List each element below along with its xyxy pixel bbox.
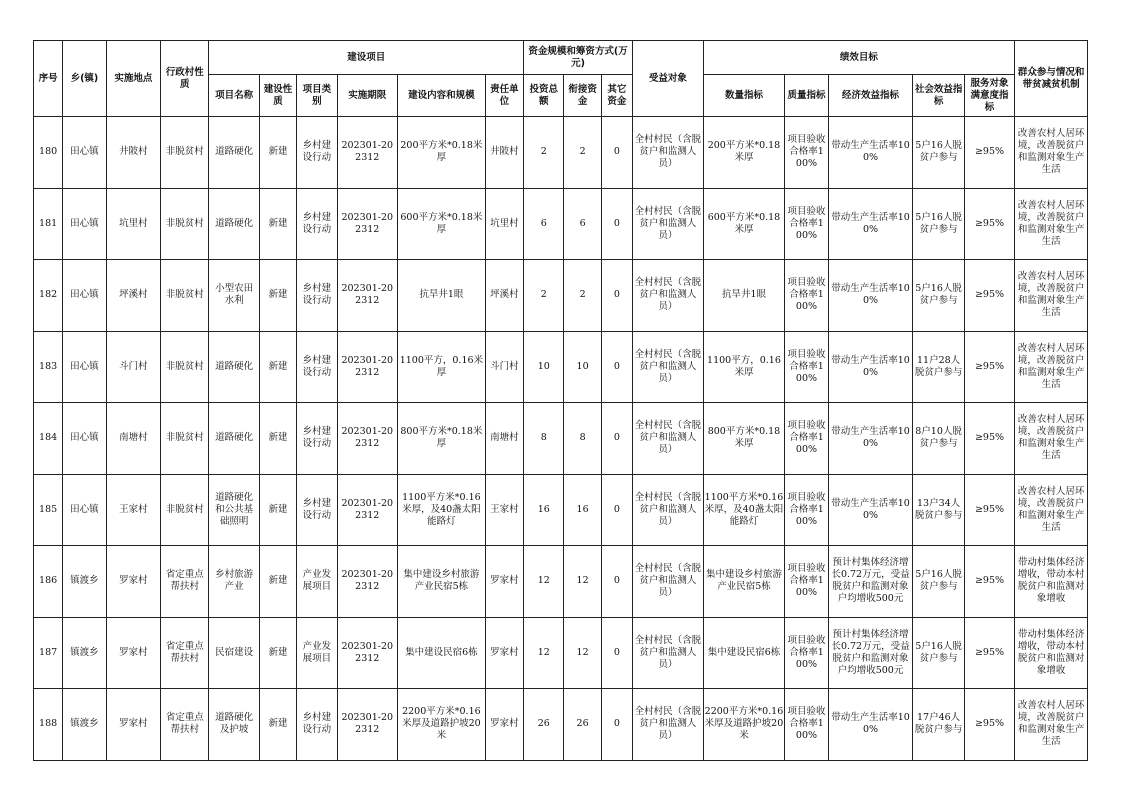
- cell-economic: 带动生产生活率100%: [828, 117, 913, 189]
- cell-quality: 项目验收合格率100%: [785, 188, 828, 260]
- cell-town: 田心镇: [63, 117, 106, 189]
- cell-beneficiary: 全村村民（含脱贫户和监测人员）: [633, 403, 704, 475]
- cell-nature: 新建: [259, 617, 296, 689]
- col-town: 乡(镇): [63, 41, 106, 117]
- cell-index: 183: [34, 331, 63, 403]
- cell-village-type: 省定重点帮扶村: [161, 689, 209, 761]
- cell-nature: 新建: [259, 689, 296, 761]
- cell-quality: 项目验收合格率100%: [785, 331, 828, 403]
- cell-quantity: 2200平方米*0.16米厚及道路护坡20米: [703, 689, 785, 761]
- cell-project-name: 乡村旅游产业: [209, 546, 259, 618]
- cell-category: 产业发展项目: [297, 617, 337, 689]
- cell-index: 187: [34, 617, 63, 689]
- table-row: [34, 403, 1088, 475]
- cell-location: 坪溪村: [106, 260, 160, 332]
- cell-beneficiary: 全村村民（含脱贫户和监测人员）: [633, 331, 704, 403]
- cell-content: 200平方米*0.18米厚: [398, 117, 486, 189]
- cell-index: 185: [34, 474, 63, 546]
- cell-satisfaction: ≥95%: [964, 403, 1014, 475]
- col-location: 实施地点: [106, 41, 160, 117]
- cell-index: 188: [34, 689, 63, 761]
- cell-other: 0: [601, 188, 632, 260]
- cell-total: 10: [524, 331, 564, 403]
- cell-responsible: 罗家村: [485, 689, 523, 761]
- cell-mechanism: 改善农村人居环境，改善脱贫户和监测对象生产生活: [1015, 331, 1088, 403]
- cell-responsible: 坪溪村: [485, 260, 523, 332]
- cell-project-name: 道路硬化及护坡: [209, 689, 259, 761]
- cell-social: 13户34人脱贫户参与: [913, 474, 964, 546]
- cell-other: 0: [601, 474, 632, 546]
- cell-quality: 项目验收合格率100%: [785, 474, 828, 546]
- cell-mechanism: 改善农村人居环境，改善脱贫户和监测对象生产生活: [1015, 188, 1088, 260]
- cell-economic: 带动生产生活率100%: [828, 188, 913, 260]
- cell-responsible: 井陂村: [485, 117, 523, 189]
- cell-other: 0: [601, 689, 632, 761]
- cell-location: 坑里村: [106, 188, 160, 260]
- cell-category: 产业发展项目: [297, 546, 337, 618]
- cell-social: 8户10人脱贫户参与: [913, 403, 964, 475]
- cell-quantity: 抗旱井1眼: [703, 260, 785, 332]
- col-period: 实施期限: [337, 75, 398, 117]
- cell-index: 181: [34, 188, 63, 260]
- cell-satisfaction: ≥95%: [964, 689, 1014, 761]
- cell-social: 17户46人脱贫户参与: [913, 689, 964, 761]
- cell-nature: 新建: [259, 260, 296, 332]
- cell-village-type: 非脱贫村: [161, 474, 209, 546]
- col-social: 社会效益指标: [913, 75, 964, 117]
- cell-nature: 新建: [259, 546, 296, 618]
- cell-quality: 项目验收合格率100%: [785, 689, 828, 761]
- cell-village-type: 省定重点帮扶村: [161, 617, 209, 689]
- cell-period: 202301-202312: [337, 117, 398, 189]
- cell-index: 182: [34, 260, 63, 332]
- project-table: [33, 40, 1088, 761]
- cell-project-name: 道路硬化: [209, 117, 259, 189]
- cell-responsible: 斗门村: [485, 331, 523, 403]
- cell-period: 202301-202312: [337, 403, 398, 475]
- cell-mechanism: 改善农村人居环境，改善脱贫户和监测对象生产生活: [1015, 403, 1088, 475]
- cell-mechanism: 改善农村人居环境，改善脱贫户和监测对象生产生活: [1015, 117, 1088, 189]
- cell-period: 202301-202312: [337, 546, 398, 618]
- cell-location: 罗家村: [106, 617, 160, 689]
- cell-town: 田心镇: [63, 474, 106, 546]
- cell-period: 202301-202312: [337, 260, 398, 332]
- cell-village-type: 非脱贫村: [161, 331, 209, 403]
- cell-economic: 预计村集体经济增长0.72万元，受益脱贫户和监测对象户均增收500元: [828, 617, 913, 689]
- cell-responsible: 南塘村: [485, 403, 523, 475]
- cell-nature: 新建: [259, 331, 296, 403]
- header-row-1: [34, 41, 1088, 75]
- cell-project-name: 民宿建设: [209, 617, 259, 689]
- cell-economic: 带动生产生活率100%: [828, 260, 913, 332]
- cell-beneficiary: 全村村民（含脱贫户和监测人员）: [633, 689, 704, 761]
- col-nature: 建设性质: [259, 75, 296, 117]
- cell-beneficiary: 全村村民（含脱贫户和监测人员）: [633, 617, 704, 689]
- cell-satisfaction: ≥95%: [964, 474, 1014, 546]
- cell-period: 202301-202312: [337, 474, 398, 546]
- table-row: [34, 188, 1088, 260]
- table-row: [34, 117, 1088, 189]
- cell-total: 26: [524, 689, 564, 761]
- cell-responsible: 坑里村: [485, 188, 523, 260]
- cell-village-type: 非脱贫村: [161, 403, 209, 475]
- cell-nature: 新建: [259, 117, 296, 189]
- cell-beneficiary: 全村村民（含脱贫户和监测人员）: [633, 474, 704, 546]
- cell-project-name: 道路硬化: [209, 188, 259, 260]
- col-linked-funds: 衔接资金: [564, 75, 601, 117]
- cell-location: 斗门村: [106, 331, 160, 403]
- cell-quantity: 集中建设民宿6栋: [703, 617, 785, 689]
- cell-social: 5户16人脱贫户参与: [913, 188, 964, 260]
- cell-town: 镇渡乡: [63, 689, 106, 761]
- cell-economic: 带动生产生活率100%: [828, 403, 913, 475]
- col-village-type: 行政村性质: [161, 41, 209, 117]
- cell-village-type: 非脱贫村: [161, 117, 209, 189]
- cell-linked: 8: [564, 403, 601, 475]
- cell-town: 田心镇: [63, 331, 106, 403]
- cell-category: 乡村建设行动: [297, 117, 337, 189]
- cell-total: 2: [524, 260, 564, 332]
- cell-other: 0: [601, 546, 632, 618]
- cell-location: 王家村: [106, 474, 160, 546]
- table-row: [34, 546, 1088, 618]
- cell-location: 罗家村: [106, 689, 160, 761]
- cell-town: 田心镇: [63, 260, 106, 332]
- cell-quantity: 200平方米*0.18米厚: [703, 117, 785, 189]
- cell-satisfaction: ≥95%: [964, 117, 1014, 189]
- cell-content: 集中建设乡村旅游产业民宿5栋: [398, 546, 486, 618]
- cell-beneficiary: 全村村民（含脱贫户和监测人员）: [633, 546, 704, 618]
- cell-project-name: 道路硬化: [209, 403, 259, 475]
- cell-period: 202301-202312: [337, 331, 398, 403]
- cell-social: 11户28人脱贫户参与: [913, 331, 964, 403]
- cell-location: 井陂村: [106, 117, 160, 189]
- cell-village-type: 非脱贫村: [161, 260, 209, 332]
- cell-index: 184: [34, 403, 63, 475]
- cell-quality: 项目验收合格率100%: [785, 617, 828, 689]
- cell-social: 5户16人脱贫户参与: [913, 260, 964, 332]
- cell-category: 乡村建设行动: [297, 689, 337, 761]
- cell-category: 乡村建设行动: [297, 474, 337, 546]
- cell-responsible: 罗家村: [485, 617, 523, 689]
- cell-economic: 带动生产生活率100%: [828, 474, 913, 546]
- cell-mechanism: 改善农村人居环境，改善脱贫户和监测对象生产生活: [1015, 260, 1088, 332]
- cell-quality: 项目验收合格率100%: [785, 403, 828, 475]
- col-group-performance: 绩效目标: [703, 41, 1015, 75]
- cell-satisfaction: ≥95%: [964, 546, 1014, 618]
- cell-social: 5户16人脱贫户参与: [913, 117, 964, 189]
- cell-linked: 26: [564, 689, 601, 761]
- cell-total: 12: [524, 546, 564, 618]
- cell-content: 抗旱井1眼: [398, 260, 486, 332]
- cell-social: 5户16人脱贫户参与: [913, 546, 964, 618]
- col-responsible: 责任单位: [485, 75, 523, 117]
- cell-social: 5户16人脱贫户参与: [913, 617, 964, 689]
- table-body: [34, 117, 1088, 761]
- cell-satisfaction: ≥95%: [964, 260, 1014, 332]
- cell-project-name: 道路硬化: [209, 331, 259, 403]
- col-project-name: 项目名称: [209, 75, 259, 117]
- cell-responsible: 王家村: [485, 474, 523, 546]
- cell-total: 8: [524, 403, 564, 475]
- col-satisfaction: 服务对象满意度指标: [964, 75, 1014, 117]
- cell-village-type: 非脱贫村: [161, 188, 209, 260]
- table-row: [34, 617, 1088, 689]
- cell-mechanism: 改善农村人居环境，改善脱贫户和监测对象生产生活: [1015, 474, 1088, 546]
- cell-quantity: 1100平方，0.16米厚: [703, 331, 785, 403]
- cell-nature: 新建: [259, 474, 296, 546]
- cell-total: 16: [524, 474, 564, 546]
- col-total: 投资总额: [524, 75, 564, 117]
- table-row: [34, 474, 1088, 546]
- cell-quantity: 集中建设乡村旅游产业民宿5栋: [703, 546, 785, 618]
- cell-period: 202301-202312: [337, 188, 398, 260]
- cell-content: 800平方米*0.18米厚: [398, 403, 486, 475]
- cell-beneficiary: 全村村民（含脱贫户和监测人员）: [633, 117, 704, 189]
- cell-index: 186: [34, 546, 63, 618]
- cell-category: 乡村建设行动: [297, 188, 337, 260]
- cell-index: 180: [34, 117, 63, 189]
- cell-quantity: 1100平方米*0.16米厚，及40盏太阳能路灯: [703, 474, 785, 546]
- cell-mechanism: 带动村集体经济增收，带动本村脱贫户和监测对象增收: [1015, 546, 1088, 618]
- cell-project-name: 道路硬化和公共基础照明: [209, 474, 259, 546]
- col-quantity: 数量指标: [703, 75, 785, 117]
- cell-period: 202301-202312: [337, 617, 398, 689]
- cell-quality: 项目验收合格率100%: [785, 546, 828, 618]
- col-index: 序号: [34, 41, 63, 117]
- cell-quantity: 800平方米*0.18米厚: [703, 403, 785, 475]
- table-row: [34, 331, 1088, 403]
- cell-total: 2: [524, 117, 564, 189]
- cell-other: 0: [601, 617, 632, 689]
- cell-category: 乡村建设行动: [297, 260, 337, 332]
- cell-town: 镇渡乡: [63, 546, 106, 618]
- cell-nature: 新建: [259, 188, 296, 260]
- cell-mechanism: 改善农村人居环境，改善脱贫户和监测对象生产生活: [1015, 689, 1088, 761]
- cell-location: 南塘村: [106, 403, 160, 475]
- cell-other: 0: [601, 331, 632, 403]
- table-row: [34, 689, 1088, 761]
- cell-linked: 6: [564, 188, 601, 260]
- cell-beneficiary: 全村村民（含脱贫户和监测人员）: [633, 260, 704, 332]
- cell-content: 2200平方米*0.16米厚及道路护坡20米: [398, 689, 486, 761]
- cell-linked: 2: [564, 117, 601, 189]
- col-content: 建设内容和规模: [398, 75, 486, 117]
- cell-linked: 16: [564, 474, 601, 546]
- cell-satisfaction: ≥95%: [964, 617, 1014, 689]
- cell-town: 镇渡乡: [63, 617, 106, 689]
- cell-town: 田心镇: [63, 403, 106, 475]
- cell-content: 集中建设民宿6栋: [398, 617, 486, 689]
- cell-village-type: 省定重点帮扶村: [161, 546, 209, 618]
- cell-responsible: 罗家村: [485, 546, 523, 618]
- cell-category: 乡村建设行动: [297, 403, 337, 475]
- col-group-project: 建设项目: [209, 41, 524, 75]
- cell-total: 12: [524, 617, 564, 689]
- cell-total: 6: [524, 188, 564, 260]
- cell-quality: 项目验收合格率100%: [785, 117, 828, 189]
- cell-mechanism: 带动村集体经济增收，带动本村脱贫户和监测对象增收: [1015, 617, 1088, 689]
- cell-content: 1100平方米*0.16米厚，及40盏太阳能路灯: [398, 474, 486, 546]
- table-row: [34, 260, 1088, 332]
- cell-other: 0: [601, 403, 632, 475]
- cell-other: 0: [601, 117, 632, 189]
- cell-quantity: 600平方米*0.18米厚: [703, 188, 785, 260]
- col-beneficiary: 受益对象: [633, 41, 704, 117]
- cell-linked: 12: [564, 546, 601, 618]
- cell-linked: 2: [564, 260, 601, 332]
- cell-linked: 10: [564, 331, 601, 403]
- cell-linked: 12: [564, 617, 601, 689]
- cell-category: 乡村建设行动: [297, 331, 337, 403]
- cell-other: 0: [601, 260, 632, 332]
- col-economic: 经济效益指标: [828, 75, 913, 117]
- col-quality: 质量指标: [785, 75, 828, 117]
- cell-town: 田心镇: [63, 188, 106, 260]
- cell-location: 罗家村: [106, 546, 160, 618]
- cell-content: 600平方米*0.18米厚: [398, 188, 486, 260]
- col-other-funds: 其它资金: [601, 75, 632, 117]
- cell-content: 1100平方，0.16米厚: [398, 331, 486, 403]
- cell-satisfaction: ≥95%: [964, 188, 1014, 260]
- cell-period: 202301-202312: [337, 689, 398, 761]
- col-category: 项目类别: [297, 75, 337, 117]
- cell-economic: 预计村集体经济增长0.72万元，受益脱贫户和监测对象户均增收500元: [828, 546, 913, 618]
- cell-beneficiary: 全村村民（含脱贫户和监测人员）: [633, 188, 704, 260]
- cell-economic: 带动生产生活率100%: [828, 689, 913, 761]
- col-group-funding: 资金规模和筹资方式(万元): [524, 41, 633, 75]
- cell-satisfaction: ≥95%: [964, 331, 1014, 403]
- col-mechanism: 群众参与情况和带贫减贫机制: [1015, 41, 1088, 117]
- cell-economic: 带动生产生活率100%: [828, 331, 913, 403]
- cell-nature: 新建: [259, 403, 296, 475]
- cell-quality: 项目验收合格率100%: [785, 260, 828, 332]
- cell-project-name: 小型农田水利: [209, 260, 259, 332]
